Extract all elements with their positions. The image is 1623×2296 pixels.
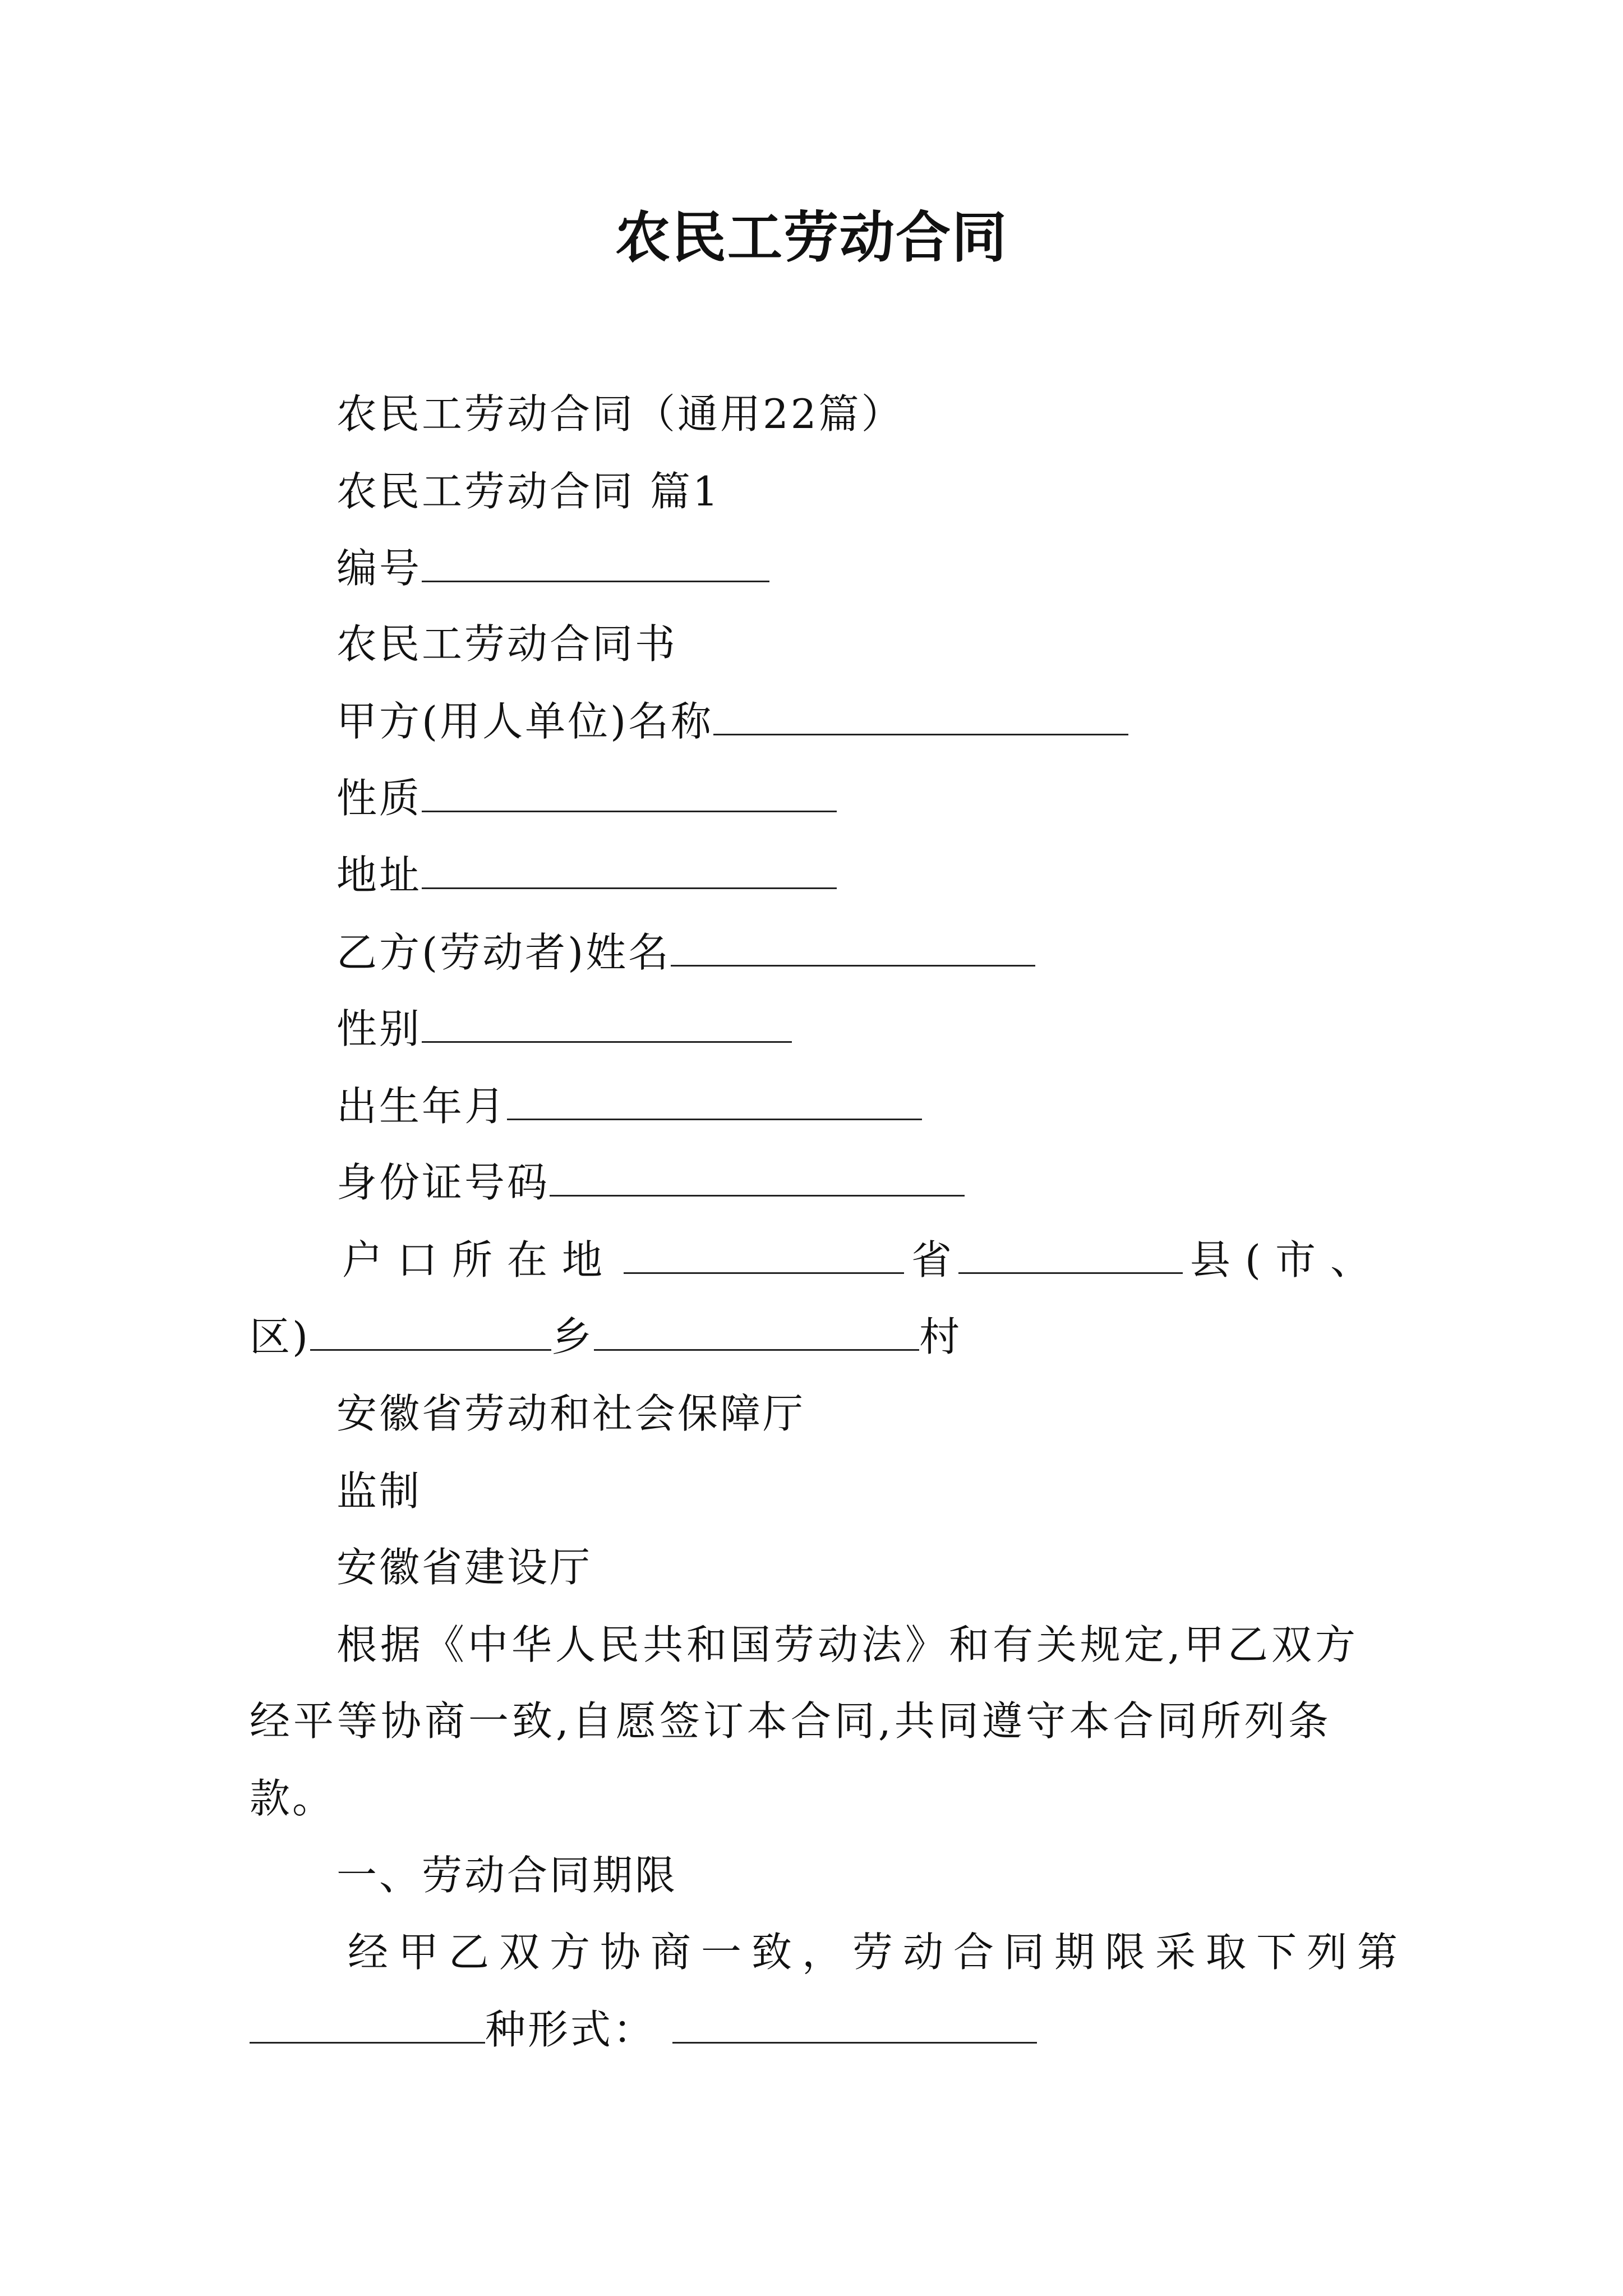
section-1-heading: 一、劳动合同期限 [336,1852,678,1899]
issuer-2: 安徽省建设厅 [336,1544,593,1591]
township-label: 乡 [551,1313,594,1360]
hukou-label: 户口所在地 [342,1236,617,1283]
birth-blank [507,1079,922,1120]
nature-label: 性质 [336,775,422,822]
gender-blank [422,1002,792,1043]
birth-label: 出生年月 [336,1083,508,1130]
id-field [336,1156,965,1209]
nature-blank [422,771,837,812]
party-b-blank [671,926,1035,967]
number-field [336,541,769,595]
book-title: 农民工劳动合同书 [336,620,678,668]
paragraph-1-line-3: 款。 [250,1775,335,1822]
address-field [336,848,837,902]
paragraph-1-line-1: 根据《中华人民共和国劳动法》和有关规定,甲乙双方 [336,1621,1359,1668]
hukou-county-blank [958,1233,1183,1274]
paragraph-1-line-2: 经平等协商一致,自愿签订本合同,共同遵守本合同所列条 [250,1697,1332,1745]
subtitle: 农民工劳动合同（通用22篇） [336,390,904,438]
party-b-field [336,926,1035,979]
birth-field [336,1079,922,1133]
supervise: 监制 [336,1467,422,1515]
form-label: 种形式： [485,2006,656,2053]
id-label: 身份证号码 [336,1159,550,1206]
province-label: 省 [911,1236,952,1283]
village-label: 村 [919,1313,962,1360]
issuer: 安徽省劳动和社会保障厅 [336,1390,806,1437]
township-blank [594,1310,919,1351]
nature-field [336,771,837,825]
form-number-blank [250,2003,485,2044]
paragraph-2-line-2 [250,2003,1037,2056]
party-a-blank [713,694,1128,735]
party-a-field [336,694,1128,748]
id-blank [550,1156,965,1197]
hukou-line-2 [250,1310,962,1364]
party-a-label: 甲方(用人单位)名称 [336,698,714,745]
hukou-line-1 [342,1233,1385,1287]
number-blank [422,541,769,582]
paragraph-2-line-1: 经甲乙双方协商一致，劳动合同期限采取下列第 [348,1929,1408,1976]
gender-label: 性别 [336,1005,422,1052]
address-label: 地址 [336,852,422,899]
county-label: 县(市、 [1189,1236,1385,1283]
part-heading: 农民工劳动合同 篇1 [336,468,721,515]
gender-field [336,1002,792,1056]
form-blank [672,2003,1037,2044]
district-blank [310,1310,551,1351]
party-b-label: 乙方(劳动者)姓名 [336,929,671,976]
document-title: 农民工劳动合同 [615,206,1008,270]
address-blank [422,848,837,889]
hukou-province-blank [624,1233,904,1274]
district-label: 区) [250,1313,311,1360]
number-label: 编号 [336,545,422,592]
